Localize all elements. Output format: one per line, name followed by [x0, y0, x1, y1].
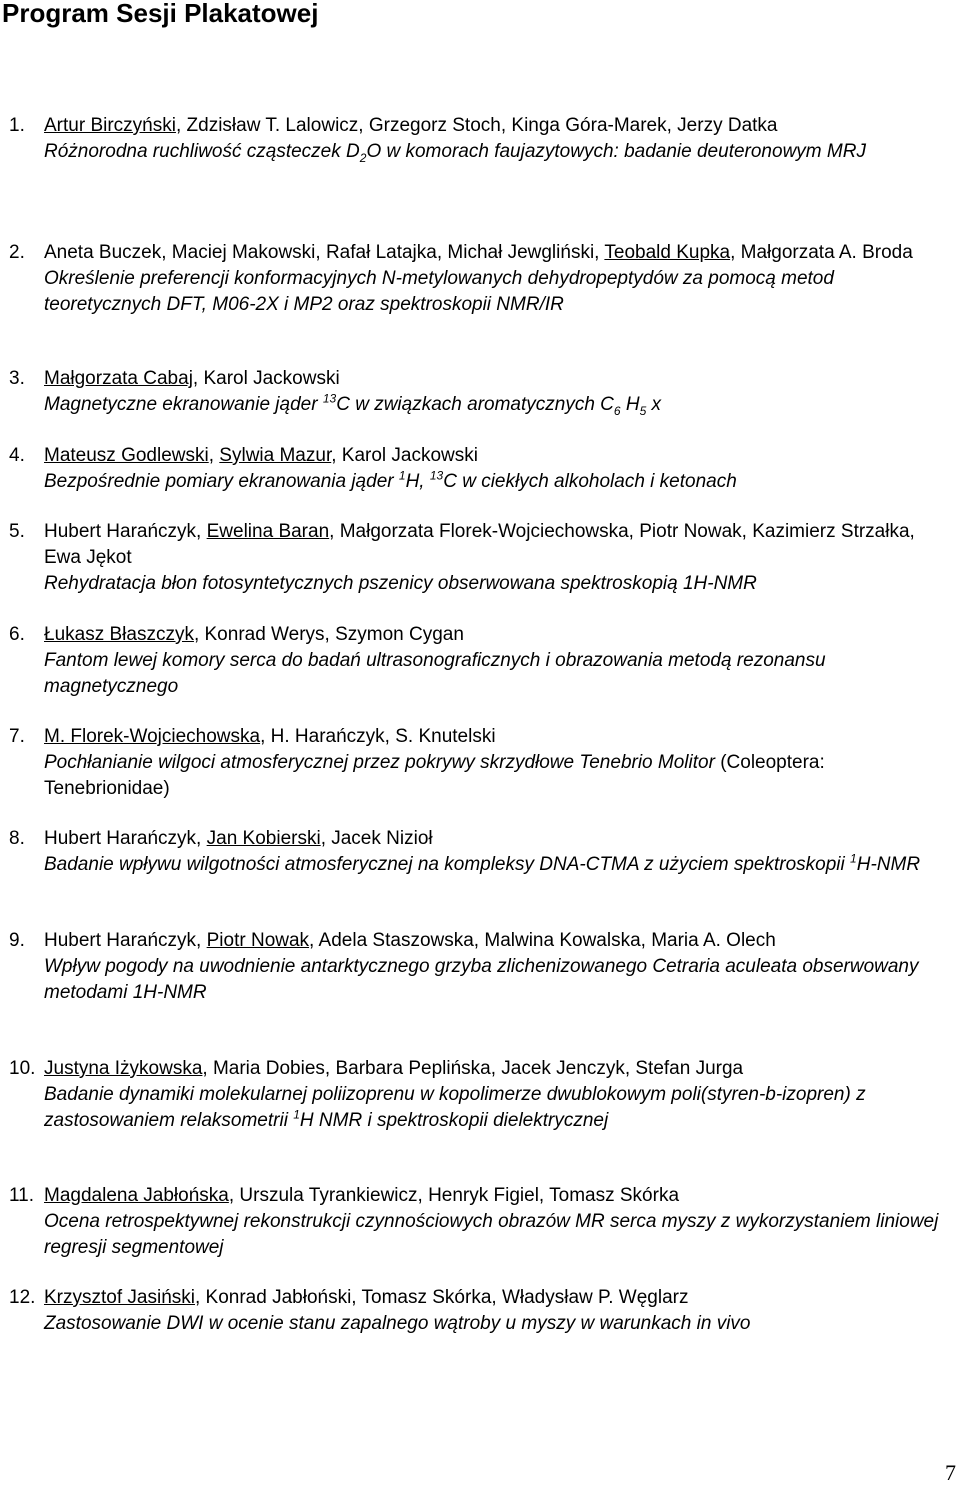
- author-text: , Jacek Nizioł: [320, 828, 433, 849]
- superscript: 1: [850, 851, 857, 866]
- title-text: Określenie preferencji konformacyjnych N-metylowanych dehydropeptydów za pomocą metod teoretycznych DFT, M06-2X i MP2 oraz spektroskopii NMR/IR: [44, 268, 834, 315]
- entry-body: [44, 826, 940, 878]
- presenting-author: Łukasz Błaszczyk: [44, 624, 194, 645]
- entry-authors: [44, 113, 940, 139]
- title-text: Fantom lewej komory serca do badań ultrasonograficznych i obrazowania metodą rezonansu magnetycznego: [44, 650, 826, 697]
- entry-authors: [44, 1056, 940, 1082]
- entry-authors: [44, 1285, 940, 1311]
- title-text: Rehydratacja błon fotosyntetycznych pszenicy obserwowana spektroskopią 1H-NMR: [44, 573, 757, 594]
- title-text: C w związkach aromatycznych C: [336, 394, 614, 415]
- poster-entry: [0, 240, 940, 318]
- poster-entry: [0, 1056, 940, 1134]
- title-text: Badanie wpływu wilgotności atmosferycznej na kompleksy DNA-CTMA z użyciem spektroskopii: [44, 854, 851, 875]
- entry-title: [44, 266, 940, 318]
- poster-entry: [0, 443, 940, 495]
- superscript: 13: [322, 391, 337, 406]
- entry-title: [44, 1311, 940, 1337]
- superscript: 1: [293, 1107, 300, 1122]
- entry-body: [44, 443, 940, 495]
- entry-body: [44, 240, 940, 318]
- presenting-author: M. Florek-Wojciechowska: [44, 726, 261, 747]
- presenting-author: Ewelina Baran: [206, 521, 330, 542]
- poster-entry: [0, 113, 940, 165]
- title-text: Badanie dynamiki molekularnej poliizoprenu w kopolimerze dwublokowym poli(styren-b-izopren) z zastosowaniem relaksometrii: [44, 1084, 866, 1131]
- page-number: 7: [945, 1460, 956, 1485]
- presenting-author: Magdalena Jabłońska: [44, 1185, 229, 1206]
- entry-authors: [44, 724, 940, 750]
- entry-number: 7.: [9, 726, 25, 747]
- entry-number: 12.: [9, 1287, 36, 1308]
- presenting-author: Piotr Nowak: [206, 930, 310, 951]
- author-text: , Maria Dobies, Barbara Peplińska, Jacek Jenczyk, Stefan Jurga: [202, 1058, 744, 1079]
- entry-title: [44, 750, 940, 802]
- title-text: Magnetyczne ekranowanie jąder: [44, 394, 323, 415]
- title-text: Różnorodna ruchliwość cząsteczek D: [44, 141, 360, 162]
- entry-authors: [44, 240, 940, 266]
- poster-entry: [0, 826, 940, 878]
- entry-title: [44, 1209, 940, 1261]
- entry-number: 2.: [9, 242, 25, 263]
- subscript: 5: [639, 403, 647, 418]
- page-title: Program Sesji Plakatowej: [2, 0, 319, 28]
- author-text: , Małgorzata Florek-Wojciechowska, Piotr Nowak, Kazimierz Strzałka, Ewa Jękot: [44, 521, 915, 568]
- title-text: Pochłanianie wilgoci atmosferycznej przez pokrywy skrzydłowe Tenebrio Molitor: [44, 752, 721, 773]
- entry-number: 3.: [9, 368, 25, 389]
- entry-number: 10.: [9, 1058, 36, 1079]
- title-text: (Coleoptera: Tenebrionidae): [44, 752, 825, 799]
- poster-entry: [0, 519, 940, 597]
- title-text: Zastosowanie DWI w ocenie stanu zapalnego wątroby u myszy w warunkach in vivo: [44, 1313, 751, 1334]
- subscript: 2: [359, 150, 367, 165]
- author-text: , Karol Jackowski: [192, 368, 340, 389]
- superscript: 1: [398, 468, 406, 483]
- entry-title: [44, 392, 940, 418]
- author-text: Aneta Buczek, Maciej Makowski, Rafał Latajka, Michał Jewgliński,: [44, 242, 605, 263]
- entry-number: 1.: [9, 115, 25, 136]
- entry-body: [44, 1183, 940, 1261]
- title-text: H: [620, 394, 640, 415]
- entry-body: [44, 366, 940, 418]
- title-text: Ocena retrospektywnej rekonstrukcji czynnościowych obrazów MR serca myszy z wykorzystaniem liniowej regresji segmentowej: [44, 1211, 939, 1258]
- author-text: Hubert Harańczyk,: [44, 828, 207, 849]
- author-text: , Adela Staszowska, Malwina Kowalska, Maria A. Olech: [309, 930, 776, 951]
- entry-title: [44, 571, 940, 597]
- entry-number: 6.: [9, 624, 25, 645]
- author-text: , Urszula Tyrankiewicz, Henryk Figiel, Tomasz Skórka: [228, 1185, 680, 1206]
- presenting-author: Teobald Kupka: [604, 242, 731, 263]
- poster-entry: [0, 1183, 940, 1261]
- author-text: , Karol Jackowski: [331, 445, 478, 466]
- title-text: O w komorach faujazytowych: badanie deuteronowym MRJ: [366, 141, 866, 162]
- entry-body: [44, 519, 940, 597]
- poster-entry: [0, 366, 940, 418]
- superscript: 13: [429, 468, 444, 483]
- entry-number: 9.: [9, 930, 25, 951]
- entry-title: [44, 852, 940, 878]
- poster-entry: [0, 1285, 940, 1337]
- presenting-author: Justyna Iżykowska: [44, 1058, 203, 1079]
- title-text: H-NMR: [856, 854, 921, 875]
- presenting-author: Małgorzata Cabaj: [44, 368, 193, 389]
- entry-title: [44, 648, 940, 700]
- poster-entry: [0, 724, 940, 802]
- entry-authors: [44, 519, 940, 571]
- author-text: , Konrad Jabłoński, Tomasz Skórka, Władysław P. Węglarz: [194, 1287, 689, 1308]
- author-text: , Zdzisław T. Lalowicz, Grzegorz Stoch, Kinga Góra-Marek, Jerzy Datka: [175, 115, 778, 136]
- entry-number: 11.: [9, 1185, 35, 1206]
- subscript: 6: [613, 403, 621, 418]
- author-text: , H. Harańczyk, S. Knutelski: [260, 726, 496, 747]
- title-text: H NMR i spektroskopii dielektrycznej: [299, 1110, 609, 1131]
- title-text: C w ciekłych alkoholach i ketonach: [443, 471, 737, 492]
- entry-number: 5.: [9, 521, 25, 542]
- entry-authors: [44, 622, 940, 648]
- presenting-author: Krzysztof Jasiński: [44, 1287, 195, 1308]
- entry-body: [44, 622, 940, 700]
- author-text: Hubert Harańczyk,: [44, 521, 207, 542]
- entry-title: [44, 954, 940, 1006]
- entry-body: [44, 724, 940, 802]
- author-text: , Konrad Werys, Szymon Cygan: [193, 624, 464, 645]
- author-text: Hubert Harańczyk,: [44, 930, 207, 951]
- entry-authors: [44, 928, 940, 954]
- entry-body: [44, 1285, 940, 1337]
- author-text: ,: [208, 445, 220, 466]
- entry-authors: [44, 1183, 940, 1209]
- entry-title: [44, 139, 940, 165]
- presenting-author: Sylwia Mazur: [219, 445, 332, 466]
- poster-entry: [0, 622, 940, 700]
- entry-body: [44, 113, 940, 165]
- entry-body: [44, 928, 940, 1006]
- title-text: H,: [405, 471, 430, 492]
- title-text: x: [646, 394, 662, 415]
- entry-authors: [44, 826, 940, 852]
- author-text: , Małgorzata A. Broda: [730, 242, 913, 263]
- entry-authors: [44, 443, 940, 469]
- entry-title: [44, 1082, 940, 1134]
- title-text: Bezpośrednie pomiary ekranowania jąder: [44, 471, 399, 492]
- entry-number: 4.: [9, 445, 25, 466]
- presenting-author: Artur Birczyński: [44, 115, 176, 136]
- presenting-author: Jan Kobierski: [206, 828, 321, 849]
- poster-entry: [0, 928, 940, 1006]
- entry-number: 8.: [9, 828, 25, 849]
- entry-authors: [44, 366, 940, 392]
- title-text: Wpływ pogody na uwodnienie antarktycznego grzyba zlichenizowanego Cetraria aculeata obserwowany metodami 1H-NMR: [44, 956, 919, 1003]
- entry-title: [44, 469, 940, 495]
- presenting-author: Mateusz Godlewski: [44, 445, 209, 466]
- entry-body: [44, 1056, 940, 1134]
